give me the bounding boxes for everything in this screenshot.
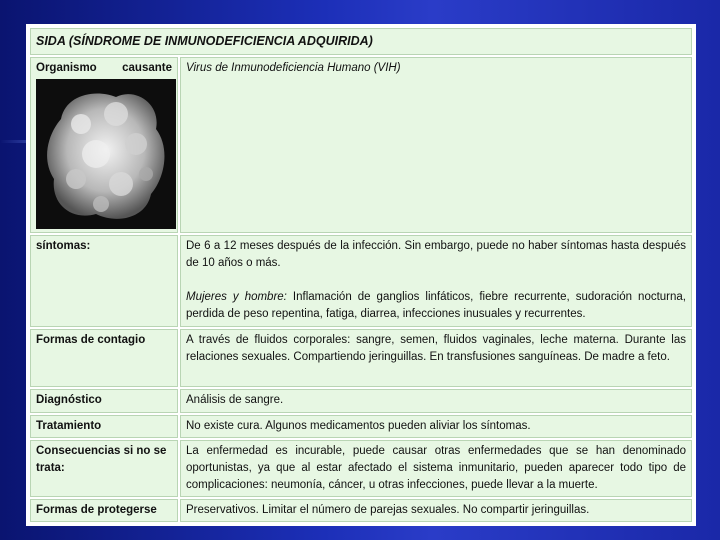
row-value-tratamiento: No existe cura. Algunos medicamentos pueden aliviar los síntomas. <box>180 415 692 438</box>
row-value-contagio: A través de fluidos corporales: sangre, semen, fluidos vaginales, leche materna. Durante las relaciones sexuales. Compartiendo jeringuillas. En transfusiones sanguíneas. De madre a feto. <box>180 329 692 387</box>
info-table <box>28 26 694 524</box>
row-label-tratamiento: Tratamiento <box>30 415 178 438</box>
sida-info-table <box>26 24 696 526</box>
sintomas-p2-rest: Inflamación de ganglios linfáticos, fiebre recurrente, sudoración nocturna, perdida de peso repentina, fatiga, diarrea, infecciones inusuales y recurrentes. <box>186 290 686 320</box>
row-value-organismo <box>180 57 692 233</box>
row-label-consecuencias: Consecuencias si no se trata: <box>30 440 178 497</box>
organismo-value: Virus de Inmunodeficiencia Humano (VIH) <box>186 62 401 75</box>
row-label-proteccion: Formas de protegerse <box>30 499 178 522</box>
row-value-consecuencias: La enfermedad es incurable, puede causar otras enfermedades que se han denominado oportunistas, ya que al estar afectado el sistema inmunitario, pueden aparecer todo tipo de complicaciones: neumonía, cáncer, u otras infecciones, puede llevar a la muerte. <box>180 440 692 497</box>
sintomas-p2-prefix: Mujeres y hombre: <box>186 290 287 303</box>
row-value-diagnostico: Análisis de sangre. <box>180 389 692 412</box>
row-label-contagio: Formas de contagio <box>30 329 178 387</box>
row-label-organismo <box>30 57 178 233</box>
sintomas-p2 <box>186 289 686 323</box>
row-label-diagnostico: Diagnóstico <box>30 389 178 412</box>
organismo-label-a: Organismo <box>36 62 97 75</box>
row-label-sintomas: síntomas: <box>30 235 178 327</box>
row-value-sintomas <box>180 235 692 327</box>
organismo-label-b: causante <box>122 62 172 75</box>
sintomas-p1: De 6 a 12 meses después de la infección. Sin embargo, puede no haber síntomas hasta después de 10 años o más. <box>186 239 686 269</box>
row-value-proteccion: Preservativos. Limitar el número de parejas sexuales. No compartir jeringuillas. <box>180 499 692 522</box>
hiv-virus-micrograph-icon <box>36 79 176 229</box>
table-title: SIDA (SÍNDROME DE INMUNODEFICIENCIA ADQUIRIDA) <box>30 28 692 55</box>
